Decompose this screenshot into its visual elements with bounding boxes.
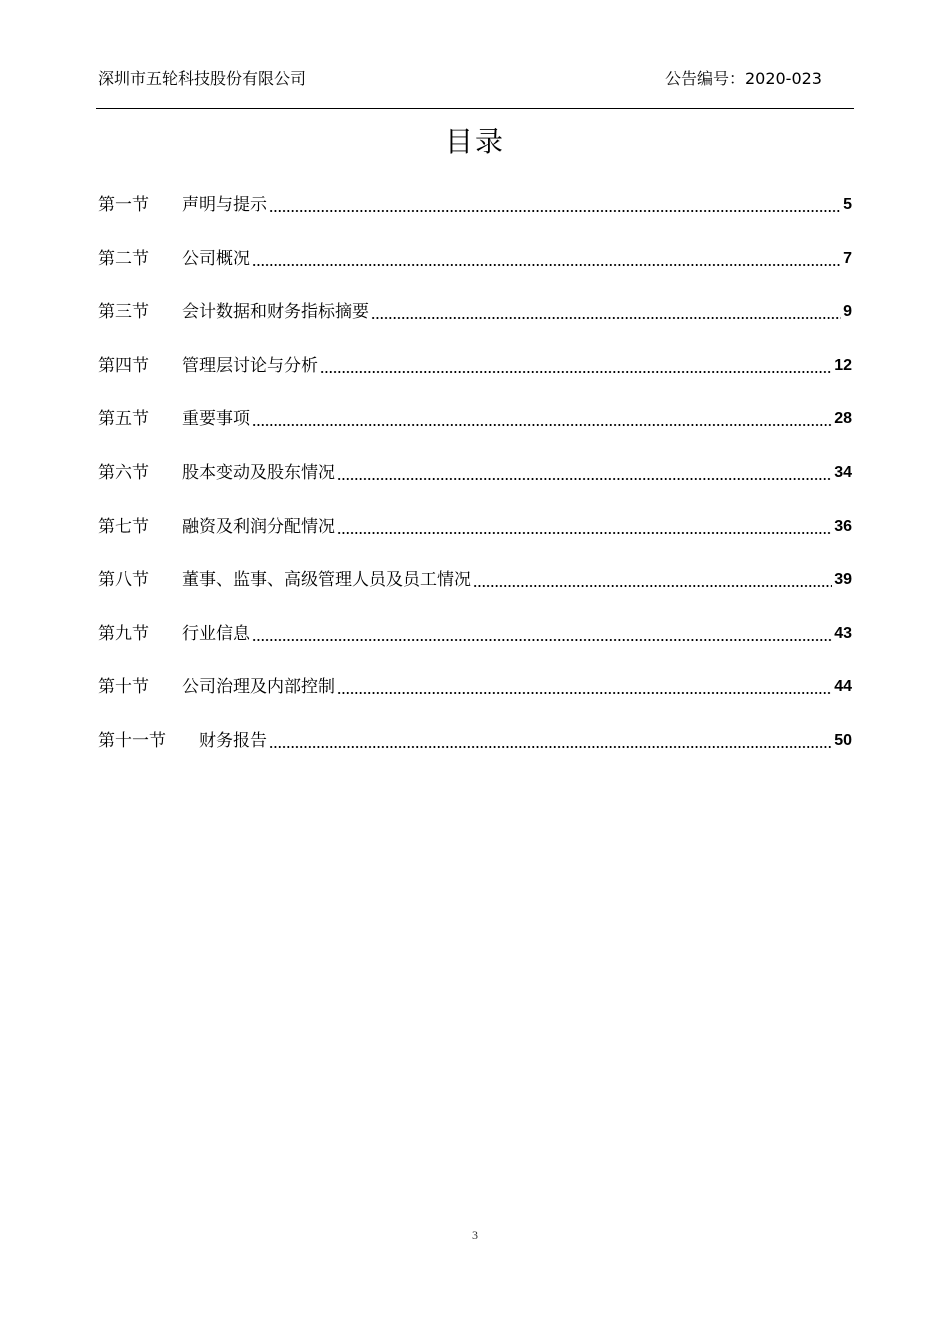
toc-section-title: 声明与提示: [182, 195, 267, 215]
toc-entry[interactable]: [98, 244, 852, 298]
toc-title: 目录: [444, 125, 505, 158]
toc-section-number: 第六节: [98, 462, 149, 483]
toc-page-number: 50: [834, 731, 852, 749]
toc-leader-dots: [337, 672, 832, 702]
toc-section-title: 公司概况: [182, 248, 250, 269]
toc-entry[interactable]: [98, 351, 852, 405]
toc-leader-dots: [371, 297, 841, 327]
toc-page-number: 43: [834, 624, 852, 642]
toc-leader-dots: [473, 565, 832, 595]
page-number: 3: [472, 1228, 478, 1242]
toc-page-number: 5: [843, 196, 852, 213]
toc-page-number: 34: [834, 463, 852, 481]
toc-page-number: 9: [843, 303, 852, 321]
toc-section-title: 管理层讨论与分析: [182, 355, 318, 376]
toc-entry[interactable]: [98, 619, 852, 673]
toc-section-title: 行业信息: [182, 623, 250, 644]
toc-section-number: 第二节: [98, 248, 149, 269]
toc-section-number: 第四节: [98, 355, 149, 376]
toc-leader-dots: [337, 458, 832, 488]
toc-section-title: 董事、监事、高级管理人员及员工情况: [182, 570, 471, 591]
toc-entry[interactable]: [98, 297, 852, 351]
toc-section-number: 第八节: [98, 570, 149, 591]
toc-section-title: 融资及利润分配情况: [182, 516, 335, 537]
toc-entry[interactable]: [98, 404, 852, 458]
toc-entry[interactable]: [98, 190, 852, 244]
toc-section-title: 公司治理及内部控制: [182, 677, 335, 698]
toc-section-title: 财务报告: [199, 730, 267, 751]
toc-section-title: 会计数据和财务指标摘要: [182, 302, 369, 323]
toc-section-number: 第五节: [98, 409, 149, 430]
toc-page-number: 44: [834, 678, 852, 696]
header-divider: [96, 108, 854, 109]
toc-section-number: 第十一节: [98, 730, 166, 751]
toc-entry[interactable]: [98, 565, 852, 619]
toc-page-number: 7: [843, 249, 852, 267]
toc-leader-dots: [252, 244, 841, 274]
toc-section-title: 股本变动及股东情况: [182, 462, 335, 483]
toc-leader-dots: [337, 512, 832, 542]
toc-leader-dots: [269, 726, 832, 756]
company-name: 深圳市五轮科技股份有限公司: [98, 69, 307, 88]
toc-page-number: 39: [834, 571, 852, 589]
toc-entry[interactable]: [98, 512, 852, 566]
toc-leader-dots: [320, 351, 832, 381]
table-of-contents: [98, 190, 852, 780]
toc-page-number: 12: [834, 356, 852, 374]
document-number: 公告编号：2020-023: [664, 69, 822, 88]
toc-entry[interactable]: [98, 672, 852, 726]
toc-leader-dots: [252, 404, 832, 434]
toc-section-number: 第十节: [98, 677, 149, 698]
toc-leader-dots: [269, 190, 841, 220]
toc-page-number: 36: [834, 517, 852, 535]
toc-section-number: 第九节: [98, 623, 149, 644]
toc-section-number: 第三节: [98, 302, 149, 323]
toc-leader-dots: [252, 619, 832, 649]
toc-entry[interactable]: [98, 726, 852, 780]
page-header: [96, 66, 854, 94]
toc-page-number: 28: [834, 410, 852, 428]
toc-section-title: 重要事项: [182, 409, 250, 430]
toc-entry[interactable]: [98, 458, 852, 512]
toc-section-number: 第一节: [98, 195, 149, 215]
toc-section-number: 第七节: [98, 516, 149, 537]
